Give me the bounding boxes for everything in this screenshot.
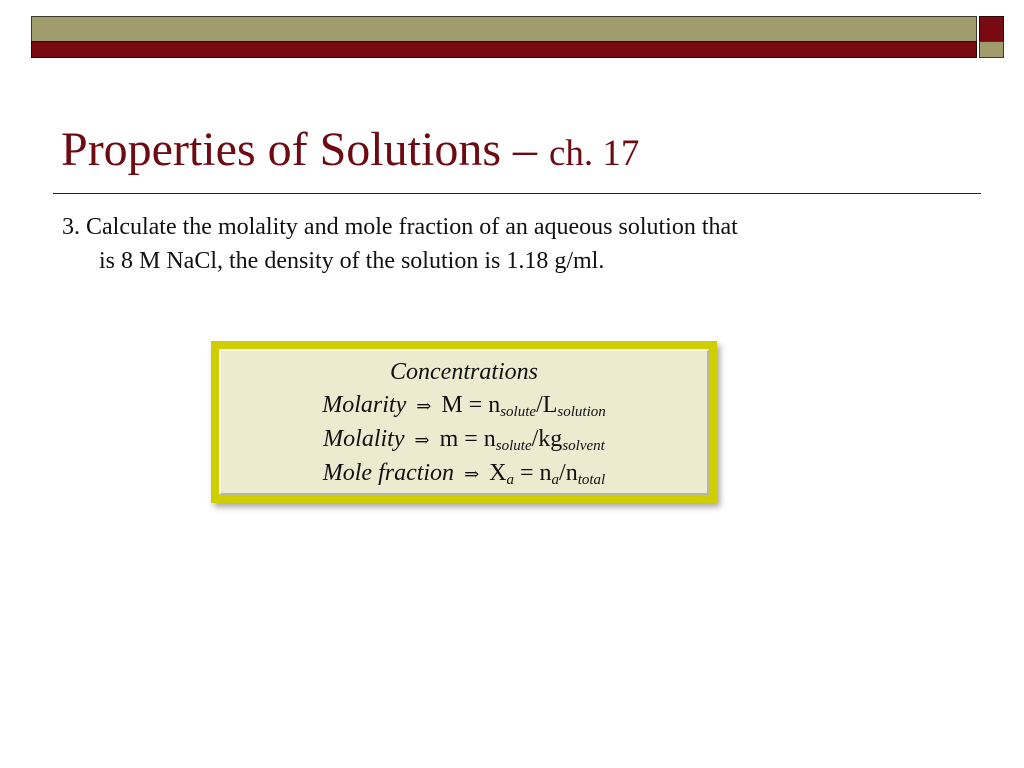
- concentrations-heading: Concentrations: [390, 359, 538, 385]
- header-square-olive: [979, 41, 1004, 58]
- implies-arrow-icon: ⇒: [414, 430, 430, 451]
- formula-molality-sub-solute: solute: [495, 438, 532, 454]
- header-bar-maroon: [31, 41, 977, 58]
- formula-molality-lhs: m = n: [439, 426, 496, 452]
- formula-molality-sub-solvent: solvent: [562, 438, 605, 454]
- formula-molarity-name: Molarity: [322, 392, 407, 418]
- formula-molarity-sub-solute: solute: [500, 404, 537, 420]
- formula-molality-name: Molality: [323, 426, 405, 452]
- formula-molarity-lhs: M = n: [441, 392, 501, 418]
- formula-mole-fraction-mid2: /n: [559, 460, 578, 486]
- header-bar-olive: [31, 16, 977, 42]
- problem-statement: [62, 210, 962, 278]
- formula-molarity-sub-solution: solution: [557, 404, 606, 420]
- concentrations-box: [211, 341, 717, 503]
- formula-molality: [221, 423, 707, 457]
- formula-mole-fraction-mid1: = n: [514, 460, 552, 486]
- header-square-maroon: [979, 16, 1004, 42]
- slide-title-dash: –: [501, 123, 549, 176]
- formula-mole-fraction-sub-a2: a: [551, 472, 560, 488]
- formula-mole-fraction-lhs: X: [489, 460, 507, 486]
- implies-arrow-icon: ⇒: [416, 396, 432, 417]
- formula-mole-fraction-sub-a: a: [506, 472, 514, 488]
- title-divider: [53, 193, 981, 194]
- slide-title-main: Properties of Solutions: [61, 123, 501, 176]
- formula-mole-fraction-name: Mole fraction: [322, 460, 455, 486]
- implies-arrow-icon: ⇒: [464, 464, 480, 485]
- concentrations-box-inner: [219, 349, 709, 495]
- slide-title: [61, 118, 639, 186]
- formula-molarity: [221, 389, 707, 423]
- slide-title-chapter: ch. 17: [549, 133, 640, 174]
- problem-line-1: 3. Calculate the molality and mole fraction of an aqueous solution that: [62, 214, 738, 240]
- formula-mole-fraction-sub-total: total: [577, 472, 606, 488]
- formula-molality-mid: /kg: [531, 426, 563, 452]
- formula-molarity-mid: /L: [536, 392, 558, 418]
- formula-mole-fraction: [221, 457, 707, 491]
- problem-line-2: is 8 M NaCl, the density of the solution is 1.18 g/ml.: [99, 248, 605, 274]
